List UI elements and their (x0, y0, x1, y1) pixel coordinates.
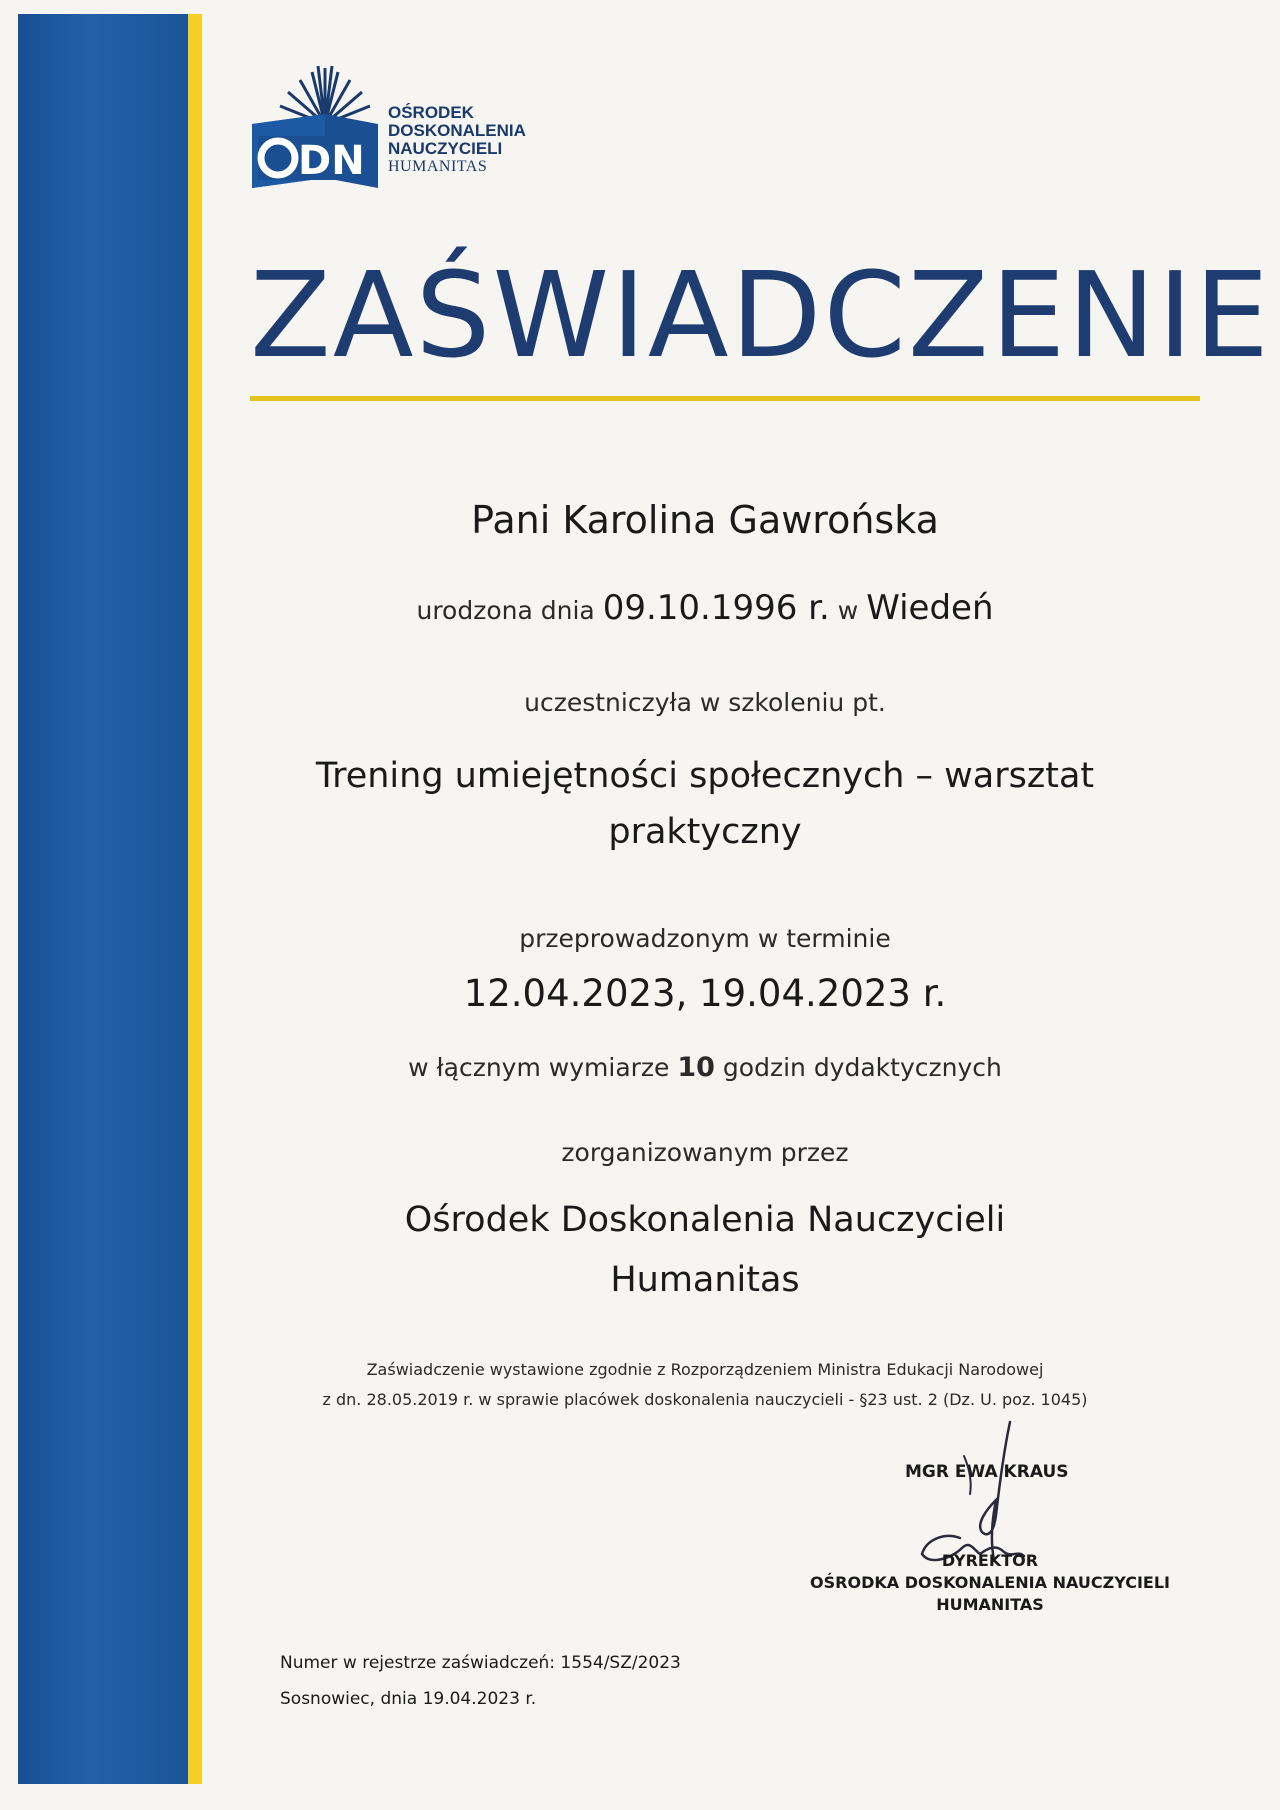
logo-line-1: OŚRODEK (388, 103, 474, 122)
handwritten-signature (900, 1420, 1040, 1570)
signatory-role-2: OŚRODKA DOSKONALENIA NAUCZYCIELI (810, 1573, 1170, 1592)
register-number: Numer w rejestrze zaświadczeń: 1554/SZ/2023 (280, 1653, 681, 1673)
hours-suffix: godzin dydaktycznych (722, 1053, 1002, 1082)
hours-prefix: w łącznym wymiarze (408, 1053, 670, 1082)
birth-place: Wiedeń (866, 588, 994, 628)
legal-line-2: z dn. 28.05.2019 r. w sprawie placówek doskonalenia nauczycieli - §23 ust. 2 (Dz. U. poz. 1045) (322, 1390, 1088, 1409)
logo-text (388, 104, 526, 176)
signatory-role-3: HUMANITAS (936, 1595, 1044, 1614)
certificate-title: ZAŚWIADCZENIE (250, 246, 1271, 384)
title-underline (250, 396, 1200, 401)
organizer-line-2: Humanitas (610, 1260, 800, 1300)
organized-line: zorganizowanym przez (561, 1138, 849, 1167)
logo-line-2: DOSKONALENIA (388, 121, 526, 140)
organizer-name (250, 1190, 1160, 1310)
legal-line-1: Zaświadczenie wystawione zgodnie z Rozporządzeniem Ministra Edukacji Narodowej (366, 1360, 1044, 1379)
hours-line (250, 1052, 1160, 1083)
recipient-name: Pani Karolina Gawrońska (471, 498, 939, 542)
course-title-line-1: Trening umiejętności społecznych – warsztat (315, 756, 1095, 796)
register-block (280, 1645, 681, 1717)
blue-side-stripe (18, 14, 196, 1784)
logo-line-3: NAUCZYCIELI (388, 139, 503, 158)
birth-mid: w (837, 596, 859, 625)
signatory-role (780, 1550, 1200, 1616)
birth-line (250, 588, 1160, 628)
hours-number: 10 (677, 1052, 715, 1083)
place-and-date: Sosnowiec, dnia 19.04.2023 r. (280, 1689, 537, 1709)
legal-basis (250, 1355, 1160, 1415)
logo-mark-text: DN (298, 138, 365, 184)
participated-line: uczestniczyła w szkoleniu pt. (524, 688, 886, 717)
birth-date: 09.10.1996 r. (602, 588, 830, 628)
yellow-side-stripe (188, 14, 202, 1784)
training-dates: 12.04.2023, 19.04.2023 r. (463, 972, 947, 1015)
logo-line-4: HUMANITAS (388, 158, 488, 175)
organizer-line-1: Ośrodek Doskonalenia Nauczycieli (404, 1200, 1006, 1240)
birth-prefix: urodzona dnia (416, 596, 595, 625)
signatory-role-1: DYREKTOR (941, 1551, 1039, 1570)
course-title-line-2: praktyczny (608, 812, 802, 852)
course-title (250, 748, 1160, 860)
signatory-name: MGR EWA KRAUS (905, 1462, 1069, 1482)
conducted-line: przeprowadzonym w terminie (519, 924, 891, 953)
